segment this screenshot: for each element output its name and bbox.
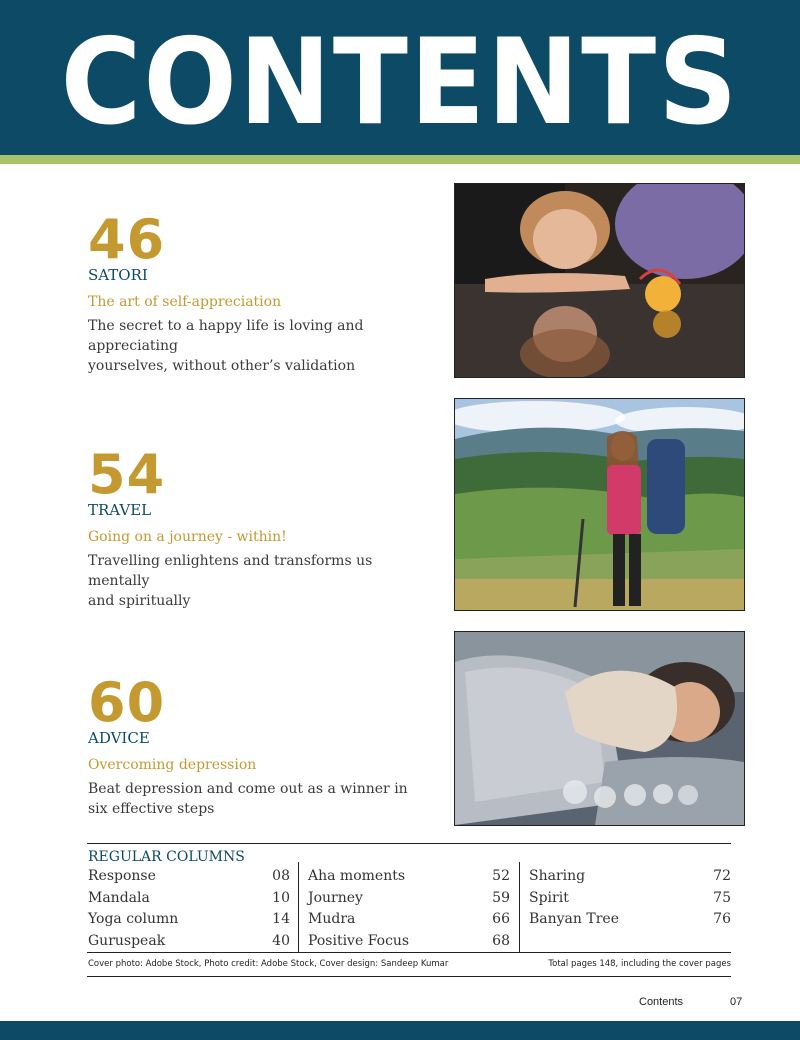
feature-headline: The art of self-appreciation [88, 294, 282, 310]
regular-item[interactable] [88, 890, 290, 912]
regular-item[interactable] [88, 933, 290, 955]
regular-item[interactable] [308, 911, 510, 933]
total-pages-note: Total pages 148, including the cover pages [548, 959, 731, 969]
feature-advice[interactable] [88, 671, 438, 819]
feature-page-number: 60 [88, 671, 166, 734]
regular-item-name: Spirit [529, 889, 569, 906]
photo-woman-reflection [454, 183, 745, 378]
column-divider [519, 862, 520, 952]
credits-line [87, 957, 731, 977]
regular-column-3 [529, 868, 731, 933]
regular-column-1 [88, 868, 290, 954]
footer-page-number: 07 [730, 996, 743, 1008]
feature-page-number: 54 [88, 443, 166, 506]
feature-page-number: 46 [88, 208, 166, 271]
photo-hiker-mountains [454, 398, 745, 611]
regular-item[interactable] [308, 933, 510, 955]
regular-item[interactable] [88, 868, 290, 890]
regular-item[interactable] [529, 890, 731, 912]
regular-item[interactable] [308, 868, 510, 890]
regular-columns-section [87, 843, 731, 953]
feature-description: Beat depression and come out as a winner in six effective steps [88, 781, 408, 817]
footer-bar [0, 1021, 800, 1040]
regular-item-name: Response [88, 868, 156, 884]
regular-item-name: Banyan Tree [529, 911, 619, 927]
feature-headline: Overcoming depression [88, 757, 257, 773]
feature-description: Travelling enlightens and transforms us mentally and spiritually [88, 553, 373, 609]
regular-item-page: 59 [492, 889, 510, 906]
regular-item-page: 76 [713, 911, 731, 927]
feature-satori[interactable] [88, 208, 438, 376]
regular-item[interactable] [88, 911, 290, 933]
regular-item-page: 14 [272, 911, 290, 927]
regular-item-name: Positive Focus [308, 932, 410, 949]
feature-section: ADVICE [88, 729, 150, 747]
photo-woman-depressed [454, 631, 745, 826]
header-banner [0, 0, 800, 155]
regular-item-page: 66 [492, 911, 510, 927]
feature-travel[interactable] [88, 443, 438, 611]
column-divider [298, 862, 299, 952]
photo-credits: Cover photo: Adobe Stock, Photo credit: Adobe Stock, Cover design: Sandeep Kumar [88, 959, 449, 969]
page-title: CONTENTS [60, 12, 740, 152]
regular-item-name: Aha moments [308, 868, 406, 884]
regular-columns-title: REGULAR COLUMNS [88, 849, 245, 865]
regular-item-page: 68 [492, 932, 510, 949]
regular-item[interactable] [308, 890, 510, 912]
feature-section: TRAVEL [88, 501, 152, 519]
regular-item-page: 75 [713, 889, 731, 906]
regular-item-page: 40 [272, 932, 290, 949]
regular-item-name: Mandala [88, 889, 150, 906]
accent-stripe [0, 155, 800, 164]
regular-item[interactable] [529, 868, 731, 890]
regular-column-2 [308, 868, 510, 954]
regular-item[interactable] [529, 911, 731, 933]
regular-item-page: 10 [272, 889, 290, 906]
regular-item-page: 08 [272, 868, 290, 884]
regular-item-name: Journey [308, 889, 363, 906]
feature-headline: Going on a journey - within! [88, 529, 287, 545]
footer-section-label: Contents [639, 996, 684, 1008]
feature-description: The secret to a happy life is loving and appreciating yourselves, without other’s validation [88, 318, 364, 374]
regular-item-name: Mudra [308, 911, 356, 927]
regular-item-page: 52 [492, 868, 510, 884]
regular-item-name: Guruspeak [88, 932, 166, 949]
feature-section: SATORI [88, 266, 148, 284]
regular-item-page: 72 [713, 868, 731, 884]
regular-item-name: Yoga column [88, 911, 179, 927]
regular-item-name: Sharing [529, 868, 586, 884]
